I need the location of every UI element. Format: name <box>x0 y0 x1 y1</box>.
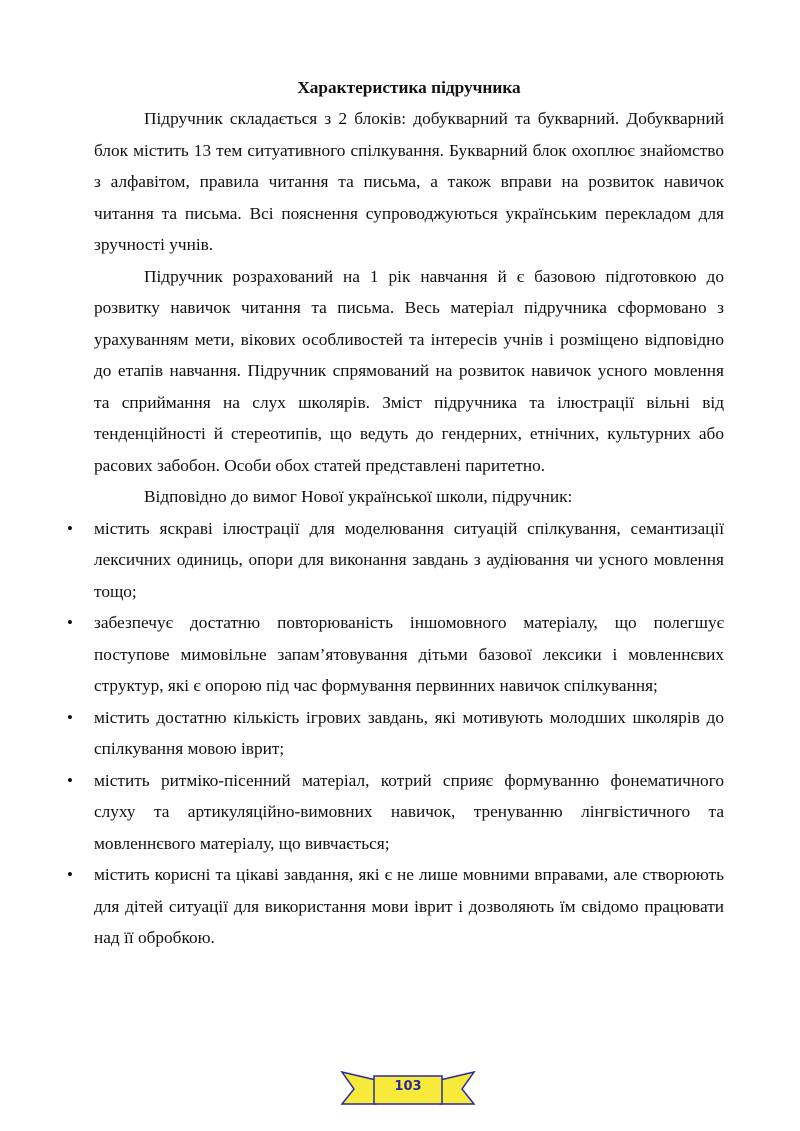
feature-list <box>67 513 724 954</box>
list-item <box>67 702 724 765</box>
page-number-banner <box>338 1068 478 1110</box>
paragraph-nus-intro: Відповідно до вимог Нової української школи, підручник: <box>144 487 573 506</box>
list-item-text: містить ритміко-пісенний матеріал, котрий сприяє формуванню фонематичного слуху та артикуляційно-вимовних навичок, тренуванню лінгвістичного та мовленнєвого матеріалу, що вивчається; <box>94 770 724 853</box>
paragraph-structure: Підручник складається з 2 блоків: добукварний та букварний. Добукварний блок містить 13 тем ситуативного спілкування. Букварний блок охоплює знайомство з алфавітом, правила читання та письма, а також вправи на розвиток навичок читання та письма. Всі пояснення супроводжуються українським перекладом для зручності учнів. <box>94 109 724 254</box>
list-item <box>67 513 724 608</box>
list-item-text: містить яскраві ілюстрації для моделювання ситуацій спілкування, семантизації лексичних одиниць, опори для виконання завдань з аудіювання чи усного мовлення тощо; <box>94 518 724 601</box>
bullet-icon: • <box>67 770 73 790</box>
bullet-icon: • <box>67 865 73 884</box>
bullet-icon: • <box>67 707 73 727</box>
document-page <box>67 73 724 954</box>
list-item <box>67 607 724 702</box>
list-item <box>67 859 724 954</box>
list-item <box>67 765 724 860</box>
list-item-text: забезпечує достатню повторюваність іншомовного матеріалу, що полегшує поступове мимовільне запам’ятовування дітьми базової лексики і мовленнєвих структур, які є опорою під час формування первинних навичок спілкування; <box>94 613 724 695</box>
section-title: Характеристика підручника <box>297 78 521 97</box>
paragraph-scope: Підручник розрахований на 1 рік навчання й є базовою підготовкою до розвитку навичок читання та письма. Весь матеріал підручника сформовано з урахуванням мети, вікових особливостей та інтересів учнів і розміщено відповідно до етапів навчання. Підручник спрямований на розвиток навичок усного мовлення та сприймання на слух школярів. Зміст підручника та ілюстрації вільні від тенденційності й стереотипів, що ведуть до гендерних, етнічних, культурних або расових забобон. Особи обох статей представлені паритетно. <box>94 266 724 475</box>
list-item-text: містить достатню кількість ігрових завдань, які мотивують молодших школярів до спілкування мовою іврит; <box>94 707 724 758</box>
list-item-text: містить корисні та цікаві завдання, які є не лише мовними вправами, але створюють для дітей ситуації для використання мови іврит і дозволяють їм свідомо працювати над її обробкою. <box>94 865 724 947</box>
bullet-icon: • <box>67 613 73 632</box>
bullet-icon: • <box>67 518 73 538</box>
page-number: 103 <box>394 1079 422 1094</box>
